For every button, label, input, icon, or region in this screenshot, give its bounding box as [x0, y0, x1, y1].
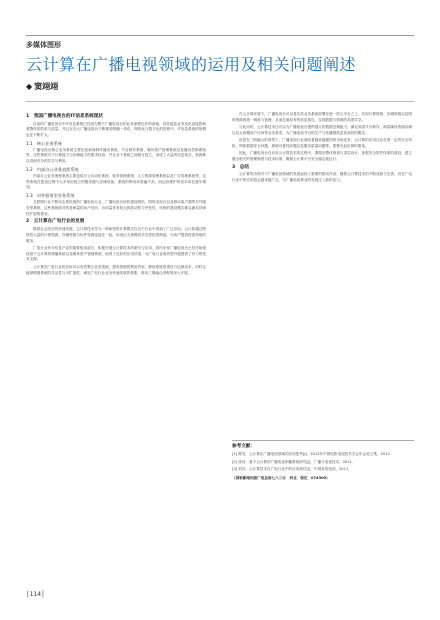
section-label: 多媒体图形: [26, 41, 61, 49]
right-paragraph: 但是在三网融合的背景下，广播电视行业面临着越来越激烈的市场竞争，云计算的应用还存在着一定的安全风险，例如数据安全问题、系统可靠性问题以及服务质量问题等，需要引起足够的重视。: [232, 138, 412, 148]
header-rule: [26, 35, 414, 36]
references-list: [232, 452, 414, 473]
left-paragraph: 云计算在广电行业的应用可以有效整合各类资源，提高资源的利用效率，降低系统的建设与运维成本，同时还能够增强系统的灵活性与可扩展性，满足广电行业业务快速发展的需要，推动三网融合进程的深入开展。: [26, 264, 206, 275]
reference-item: [3] 刘洋．云计算技术在广电行业中的应用探讨[J]．中国有线电视，2011．: [232, 467, 352, 472]
left-paragraph: 内部办公业务流程系统主要包括办公自动化系统、财务管理系统、人力资源管理系统以及广告管理系统等，这些系统在建设过程中大多采用独立的服务器与存储设备，系统的利用率普遍不高，而运营维护的成本却在逐年增加。: [26, 173, 206, 190]
right-paragraph: 因此，广播电视台在应用云计算技术的过程中，要做好整体规划与顶层设计，加强安全防护体系的建设，建立健全相关的管理制度与技术标准，确保云计算平台安全稳定地运行。: [232, 151, 412, 162]
left-paragraph: 广电行业作为信息产业的重要组成部分，积极开展云计算技术的研究与应用，国内多家广播电视台已经开始建设基于云计算的制播系统以及媒体资产管理系统，取得了良好的应用效果，为广电行业的转型升级提供了有力的技术支撑。: [26, 245, 206, 262]
left-heading: 1.2 内部办公业务流程系统: [26, 167, 79, 173]
diamond-icon: ◆: [26, 82, 33, 91]
page-title: 云计算在广播电视领域的运用及相关问题阐述: [26, 55, 357, 74]
right-paragraph: 与此同时，云计算技术还可以为广播电视台提供强大的数据处理能力，满足高清节目制作、海量媒体资源存储以及大规模用户访问等业务需求，为广播电视节目的生产与传播提供更加高效的服务。: [232, 125, 412, 135]
left-paragraph: 随着社会经济的快速发展，云计算技术作为一种新型的计算模式在各个行业中得到了广泛应用。云计算通过网络将大量的计算资源、存储资源与软件资源连接在一起，形成巨大规模的共享虚拟资源池，为用户提供按需获取的服务。: [26, 226, 206, 243]
left-paragraph: 互联网行业不断冲击着传统的广播电视行业，广播电视台纷纷建设网站、网络电视台以及移动客户端等对外服务型系统，这些系统面对的是海量的用户访问，访问量具有较大的波动性与突发性，传统的建设模式难以满足其弹性扩展的需求。: [26, 200, 206, 216]
right-paragraph: 云计算的出现对于广播电视领域的发展起到了重要的推动作用，随着云计算技术的不断成熟与完善，其在广电行业中的应用将会越来越广泛，为广播电视事业的发展注入新的活力。: [232, 172, 412, 183]
right-paragraph: 在云计算环境下，广播电视台可以将各类业务系统部署在统一的云平台之上，实现计算资源、存储资源以及网络资源的统一调度与管理，从而打破原有的信息孤岛，实现数据与资源的高度共享。: [232, 112, 412, 122]
left-column: [26, 112, 206, 542]
title-divider: [26, 101, 414, 102]
left-heading: 2 云计算在广电行业的发展: [26, 219, 85, 225]
author-name: 窦翊翊: [34, 82, 59, 91]
references-rule: [232, 440, 414, 441]
page-number: │114│: [26, 591, 45, 598]
reference-item: [1] 陈亮．云计算在广播电视领域的应用思考[J]．2012年中国电影电视技术学会年会论文集，2012．: [232, 451, 394, 456]
left-heading: 1.1 核心业务系统: [26, 140, 62, 146]
left-heading: 1 我国广播电视台的IT信息系统现状: [26, 114, 103, 119]
left-heading: 1.3 对外服务型业务系统: [26, 193, 75, 199]
left-paragraph: 广播电视台核心业务系统主要包括新闻制作播出系统、节目制作系统、媒体资产管理系统以及播出控制系统等，这些系统对于计算能力与存储能力的要求较高，并且各个系统之间相互独立，形成了大量的信息孤岛，资源难以得到充分的共享与利用。: [26, 147, 206, 164]
references: [232, 440, 414, 484]
author-line: [26, 81, 58, 92]
author-affiliation: （国家新闻出版广电总局七八三台 河北 保定 074300）: [232, 476, 330, 481]
left-paragraph: 目前的广播电视台中IT信息系统已经成为整个广播电视台的业务流程运作的基础，其性能及业务变化直接影响着整体的效率与质量，并且在各大广播电视台不断推进制播一体化、网络化与数字化的进程中，IT信息系统的规模也在不断扩大。: [26, 121, 206, 138]
right-heading: 3 总结: [232, 164, 249, 170]
right-column: [232, 112, 412, 412]
reference-item: [2] 张伟．基于云计算的广播电视制播系统研究[J]．广播与电视技术，2011．: [232, 459, 356, 464]
references-title: 参考文献：: [232, 444, 255, 449]
